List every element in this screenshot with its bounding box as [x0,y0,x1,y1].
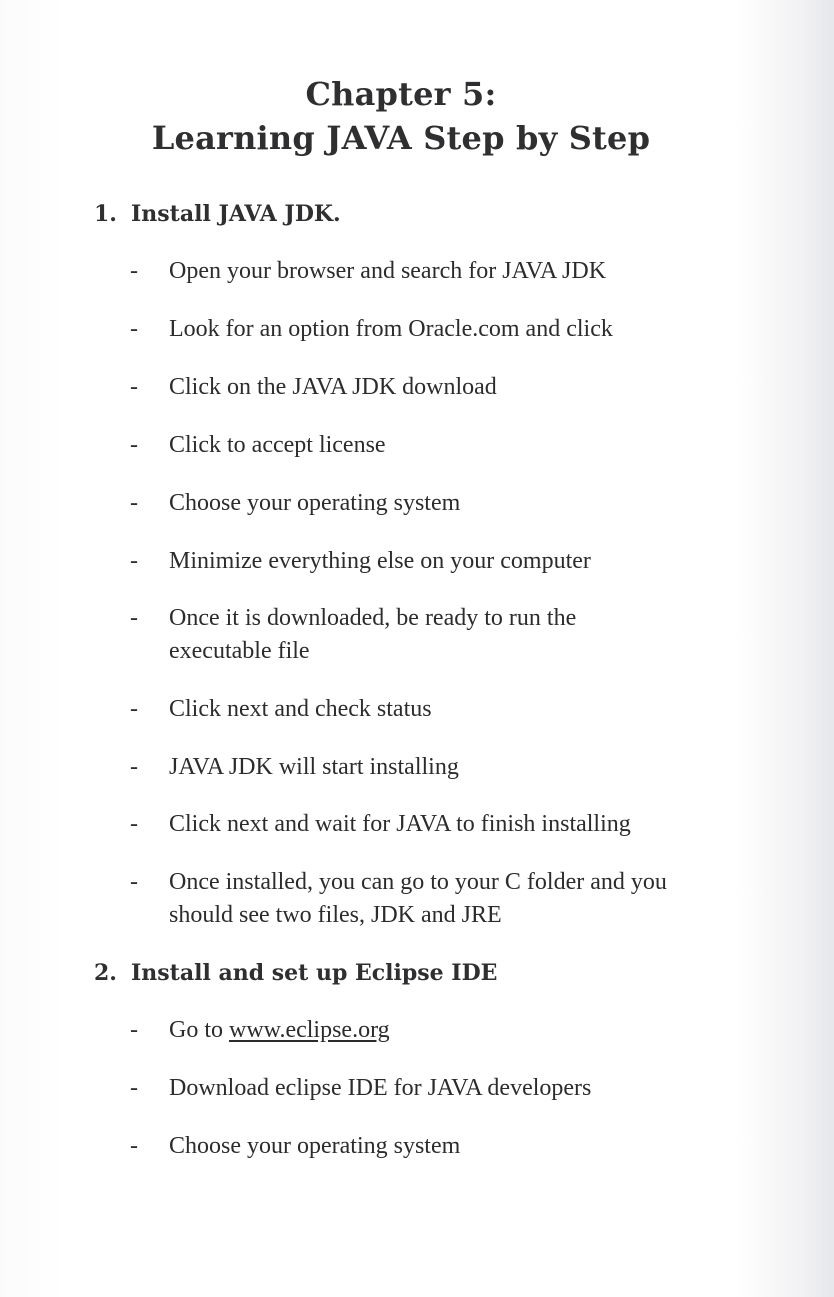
list-item-text: Once it is downloaded, be ready to run the [169,605,577,631]
list-dash: - [130,374,138,400]
list-dash: - [130,316,138,342]
list-dash: - [130,258,138,284]
eclipse-link[interactable]: www.eclipse.org [229,1017,390,1043]
list-item-text: Download eclipse IDE for JAVA developers [169,1075,592,1101]
list-dash: - [130,1133,138,1159]
list-item-text: Click next and wait for JAVA to finish installing [169,811,631,837]
list-item-text: executable file [169,638,310,664]
list-item-text: Go to [169,1017,229,1043]
list-dash: - [130,432,138,458]
list-dash: - [130,1017,138,1043]
list-item-text: Minimize everything else on your computer [169,548,591,574]
section-title: Install and set up Eclipse IDE [131,960,498,986]
list-dash: - [130,548,138,574]
section-title: Install JAVA JDK. [131,201,341,227]
list-item-text: Choose your operating system [169,1133,461,1159]
chapter-title [0,72,802,160]
list-item-text: Click to accept license [169,432,386,458]
list-dash: - [130,605,138,631]
list-dash: - [130,811,138,837]
list-item-text: should see two files, JDK and JRE [169,902,502,928]
list-dash: - [130,696,138,722]
list-item-text: Look for an option from Oracle.com and click [169,316,613,342]
list-item-text: Click next and check status [169,696,432,722]
section-heading-1 [94,199,341,229]
list-item-text: Once installed, you can go to your C folder and you [169,869,667,895]
section-number: 1. [94,201,117,227]
list-dash: - [130,490,138,516]
list-item-text: Click on the JAVA JDK download [169,374,497,400]
section-heading-2 [94,958,497,988]
chapter-title-line-1: Chapter 5: [305,75,497,113]
list-item-text: Open your browser and search for JAVA JDK [169,258,607,284]
list-item-text: Choose your operating system [169,490,461,516]
chapter-title-line-2: Learning JAVA Step by Step [151,119,651,157]
list-item-text: JAVA JDK will start installing [169,754,459,780]
list-dash: - [130,1075,138,1101]
list-dash: - [130,754,138,780]
list-dash: - [130,869,138,895]
section-number: 2. [94,960,117,986]
